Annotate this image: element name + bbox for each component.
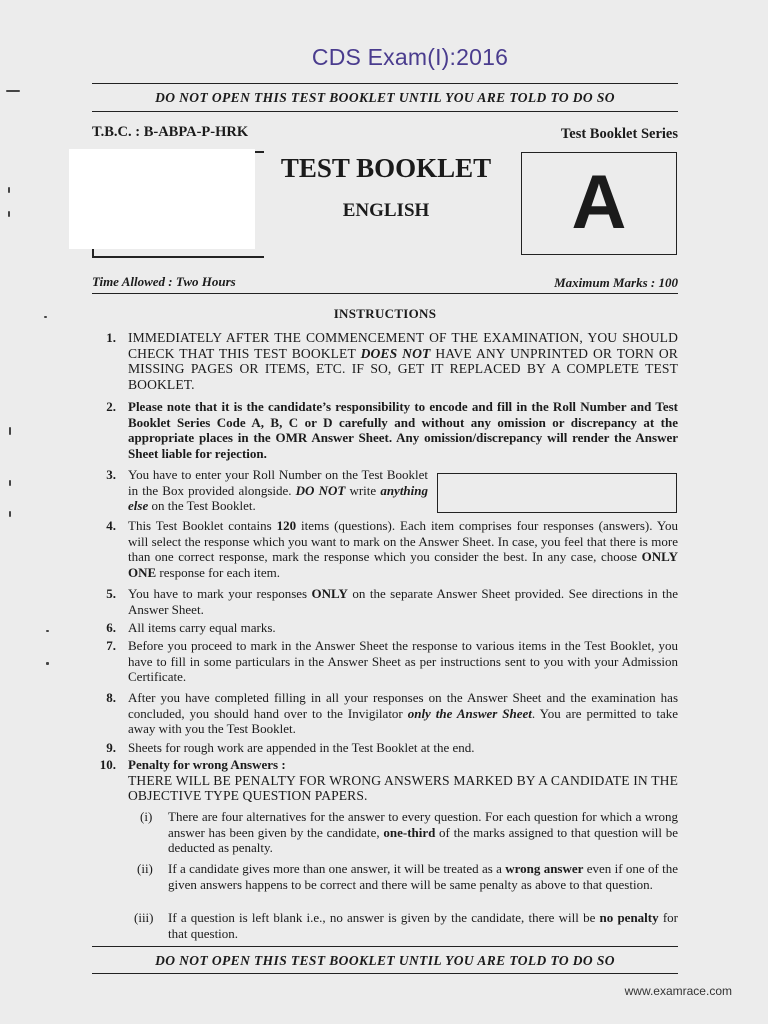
scan-speck	[9, 511, 11, 517]
site-watermark: www.examrace.com	[624, 984, 732, 998]
penalty-statement: THERE WILL BE PENALTY FOR WRONG ANSWERS MARKED BY A CANDIDATE IN THE OBJECTIVE TYPE QUESTION PAPERS.	[128, 772, 678, 803]
top-rule-lower	[92, 111, 678, 112]
scan-speck	[6, 90, 20, 92]
instruction-text: After you have completed filling in all your responses on the Answer Sheet and the examination has concluded, you should hand over to the Invigilator only the Answer Sheet. You are permitted to take away with you the Test Booklet.	[128, 690, 678, 736]
top-warning-banner: DO NOT OPEN THIS TEST BOOKLET UNTIL YOU ARE TOLD TO DO SO	[155, 90, 615, 105]
scan-speck	[9, 427, 11, 435]
instructions-heading: INSTRUCTIONS	[333, 306, 437, 321]
top-rule	[92, 83, 678, 84]
test-booklet-cover: CDS Exam(I):2016 DO NOT OPEN THIS TEST BOOKLET UNTIL YOU ARE TOLD TO DO SO T.B.C. : B-ABPA-P-HRK Test Booklet Series TEST BOOKLET ENGLISH A Time Allowed : Two Hours Maximum Marks : 100 INSTRUCTIONS 1. IMMEDIATELY AFTER THE COMMENCEMENT OF THE EXAMINATION, YOU SHOULD CHECK THAT THIS TEST BOOKLET DOES NOT HAVE ANY UNPRINTED OR TORN OR MISSING PAGES OR ITEMS, ETC. IF SO, GET IT REPLACED BY A COMPLETE TEST BOOKLET. 2. Please note that it is the candidate’s responsibility to encode and fill in the Roll Number and Test Booklet Series Code A, B, C or D carefully and without any omission or discrepancy at the appropriate places in the OMR Answer Sheet. Any omission/discrepancy will render the Answer Sheet liable for rejection. 3. You have to enter your Roll Number on the Test Booklet in the Box provided alongside. DO NOT write anything else on the Test Booklet. 4. This Test Booklet contains 120 items (questions). Each item comprises four responses (answers). You will select the response which you want to mark on the Answer Sheet. In case, you feel that there is more than one correct response, mark the response which you consider the best. In any case, choose ONLY ONE response for each item. 5. You have to mark your responses ONLY on the separate Answer Sheet provided. See directions in the Answer Sheet. 6. All items carry equal marks. 7. Before you proceed to mark in the Answer Sheet the response to various items in the Test Booklet, you have to fill in some particulars in the Answer Sheet as per instructions sent to you with your Admission Certificate. 8. After you have completed filling in all your responses on the Answer Sheet and the examination has concluded, you should hand over to the Invigilator only the Answer Sheet. You are permitted to take away with you the Test Booklet. 9. Sheets for rough work are appended in the Test Booklet at the end. 10. Penalty for wrong Answers : THERE WILL BE PENALTY FOR WRONG ANSWERS MARKED BY A CANDIDATE IN THE OBJECTIVE TYPE QUESTION PAPERS. (i) There are four alternatives for the answer to every question. For each question for which a wrong answer has been given by the candidate, one-third of the marks assigned to that question will be deducted as penalty. (ii) If a candidate gives more than one answer, it will be treated as a wrong answer even if one of the given answers happens to be correct and there will be same penalty as above to that question. (iii) If a question is left blank i.e., no answer is given by the candidate, there will be no penalty for that question. DO NOT OPEN THIS TEST BOOKLET UNTIL YOU ARE TOLD TO DO SO www.examrace.com	[0, 0, 768, 1024]
instruction-text: This Test Booklet contains 120 items (questions). Each item comprises four responses (answers). You will select the response which you want to mark on the Answer Sheet. In case, you feel that there is more than one correct response, mark the response which you consider the best. In any case, choose ONLY ONE response for each item.	[128, 518, 678, 580]
tbc-code: T.B.C. : B-ABPA-P-HRK	[92, 124, 249, 140]
instruction-text	[128, 757, 678, 804]
instruction-text: Sheets for rough work are appended in the Test Booklet at the end.	[128, 740, 475, 755]
scan-speck	[46, 662, 49, 665]
scan-speck	[8, 187, 10, 193]
bottom-rule-lower	[92, 973, 678, 974]
maximum-marks: Maximum Marks : 100	[554, 275, 678, 290]
time-allowed: Time Allowed : Two Hours	[92, 274, 236, 289]
bottom-warning-banner: DO NOT OPEN THIS TEST BOOKLET UNTIL YOU ARE TOLD TO DO SO	[155, 953, 615, 968]
instruction-text: Before you proceed to mark in the Answer Sheet the response to various items in the Test Booklet, you have to fill in some particulars in the Answer Sheet as per instructions sent to you with your Admission Certificate.	[128, 638, 678, 684]
scan-speck	[9, 480, 11, 486]
scan-speck	[44, 316, 47, 318]
scan-speck	[46, 630, 49, 632]
instruction-text: You have to mark your responses ONLY on the separate Answer Sheet provided. See directions in the Answer Sheet.	[128, 586, 678, 617]
instruction-text: IMMEDIATELY AFTER THE COMMENCEMENT OF THE EXAMINATION, YOU SHOULD CHECK THAT THIS TEST BOOKLET DOES NOT HAVE ANY UNPRINTED OR TORN OR MISSING PAGES OR ITEMS, ETC. IF SO, GET IT REPLACED BY A COMPLETE TEST BOOKLET.	[128, 330, 678, 392]
instruction-text: Please note that it is the candidate’s responsibility to encode and fill in the Roll Number and Test Booklet Series Code A, B, C or D carefully and without any omission or discrepancy at the appropriate places in the OMR Answer Sheet. Any omission/discrepancy will render the Answer Sheet liable for rejection.	[128, 399, 678, 461]
series-box	[521, 152, 677, 255]
roll-number-box[interactable]	[437, 473, 677, 513]
bottom-rule	[92, 946, 678, 947]
scan-speck	[8, 211, 10, 217]
exam-stamp: CDS Exam(I):2016	[311, 44, 509, 70]
instruction-text: All items carry equal marks.	[128, 620, 276, 635]
series-letter: A	[571, 160, 627, 245]
instruction-text: You have to enter your Roll Number on the Test Booklet in the Box provided alongside. DO NOT write anything else on the Test Booklet.	[128, 467, 428, 513]
redaction-patch	[69, 149, 255, 249]
series-label: Test Booklet Series	[560, 126, 678, 142]
subject-name: ENGLISH	[342, 200, 430, 221]
penalty-heading: Penalty for wrong Answers :	[128, 757, 286, 772]
header-rule	[92, 293, 678, 294]
booklet-title: TEST BOOKLET	[280, 153, 492, 183]
